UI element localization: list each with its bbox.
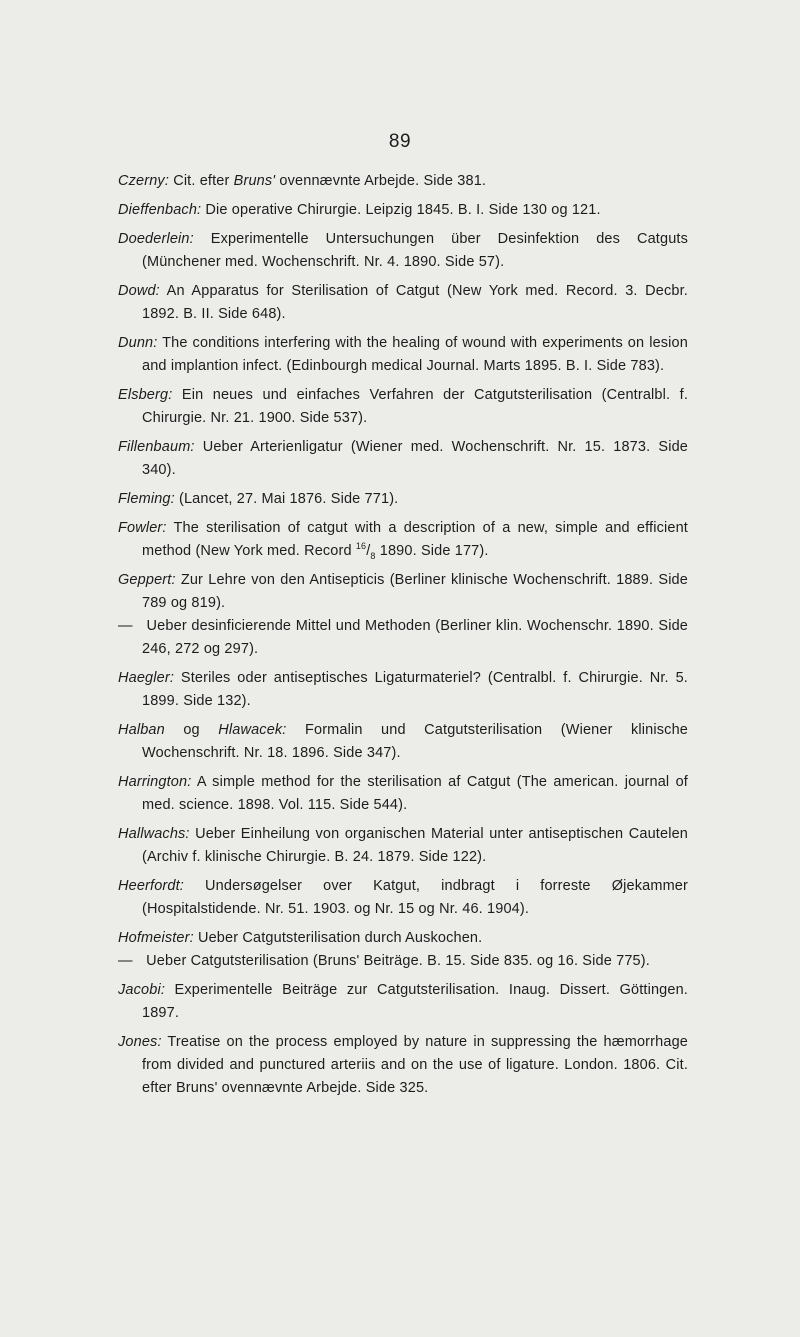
reference-entry: [118, 875, 688, 921]
reference-text: Formalin und Catgutsterilisation (Wiener klinische Wochenschrift. Nr. 18. 1896. Side 347).: [142, 722, 688, 761]
reference-text: Die operative Chirurgie. Leipzig 1845. B. I. Side 130 og 121.: [201, 202, 601, 218]
author-name: Hlawacek:: [218, 722, 287, 738]
reference-text: Steriles oder antiseptisches Ligaturmateriel? (Centralbl. f. Chirurgie. Nr. 5. 1899. Side 132).: [142, 670, 688, 709]
reference-text: 1890. Side 177).: [375, 543, 489, 559]
author-name: Dieffenbach:: [118, 202, 202, 218]
reference-entry: [118, 1031, 688, 1100]
reference-entry: Fowler: The sterilisation of catgut with a description of a new, simple and efficient method (New York med. Record $^{16}/_8$ 1890. Side 177).: [118, 520, 688, 561]
author-name: Bruns': [233, 173, 276, 189]
reference-text: Zur Lehre von den Antisepticis (Berliner klinische Wochenschrift. 1889. Side 789 og 819).: [142, 572, 688, 611]
author-name: Doederlein:: [118, 231, 194, 247]
author-name: Hallwachs:: [118, 826, 190, 842]
reference-text: Treatise on the process employed by nature in suppressing the hæmorrhage from divided and punctured arteriis and on the use of ligature. London. 1806. Cit. efter Bruns' ovennævnte Arbejde. Side 325.: [142, 1034, 688, 1096]
author-name: Heerfordt:: [118, 878, 184, 894]
reference-entry: [118, 332, 688, 378]
reference-text: The conditions interfering with the healing of wound with experiments on lesion and implantion infect. (Edinbourgh medical Journal. Marts 1895. B. I. Side 783).: [142, 335, 688, 374]
reference-entry: [118, 927, 688, 950]
reference-list: [118, 170, 688, 1106]
author-name: Harrington:: [118, 774, 192, 790]
reference-entry: [118, 771, 688, 817]
reference-text: An Apparatus for Sterilisation of Catgut (New York med. Record. 3. Decbr. 1892. B. II. Side 648).: [142, 283, 688, 322]
ditto-dash: —: [118, 953, 133, 969]
reference-entry: [118, 228, 688, 274]
reference-text: ovennævnte Arbejde. Side 381.: [275, 173, 487, 189]
reference-text: Ein neues und einfaches Verfahren der Catgutsterilisation (Centralbl. f. Chirurgie. Nr. 21. 1900. Side 537).: [142, 387, 688, 426]
page-number: 89: [388, 131, 412, 152]
author-name: Fleming:: [118, 491, 175, 507]
fraction-denominator: 8: [370, 550, 376, 561]
reference-text: Ueber Catgutsterilisation (Bruns' Beiträge. B. 15. Side 835. og 16. Side 775).: [142, 953, 650, 969]
reference-entry: [118, 436, 688, 482]
author-name: Halban: [118, 722, 165, 738]
reference-text: Cit. efter: [169, 173, 234, 189]
author-name: Czerny:: [118, 173, 170, 189]
reference-entry: [118, 667, 688, 713]
author-name: Hofmeister:: [118, 930, 194, 946]
reference-text: og: [164, 722, 219, 738]
reference-text: Ueber desinficierende Mittel und Methoden (Berliner klin. Wochenschr. 1890. Side 246, 272 og 297).: [142, 618, 688, 657]
author-name: Fillenbaum:: [118, 439, 195, 455]
reference-entry: [118, 823, 688, 869]
reference-entry: [118, 170, 688, 193]
reference-entry: [118, 384, 688, 430]
author-name: Dunn:: [118, 335, 158, 351]
reference-text: (Lancet, 27. Mai 1876. Side 771).: [174, 491, 399, 507]
reference-text: Ueber Arterienligatur (Wiener med. Wochenschrift. Nr. 15. 1873. Side 340).: [142, 439, 688, 478]
reference-entry: [118, 719, 688, 765]
reference-text: The sterilisation of catgut with a description of a new, simple and efficient method (New York med. Record: [142, 520, 688, 559]
author-name: Jacobi:: [118, 982, 165, 998]
reference-entry: [118, 488, 688, 511]
reference-text: Experimentelle Untersuchungen über Desinfektion des Catguts (Münchener med. Wochenschrift. Nr. 4. 1890. Side 57).: [142, 231, 688, 270]
author-name: Jones:: [118, 1034, 162, 1050]
reference-text: A simple method for the sterilisation af Catgut (The american. journal of med. science. 1898. Vol. 115. Side 544).: [142, 774, 688, 813]
author-name: Elsberg:: [118, 387, 173, 403]
reference-entry-continuation: [118, 950, 688, 973]
reference-text: Undersøgelser over Katgut, indbragt i forreste Øjekammer (Hospitalstidende. Nr. 51. 1903. og Nr. 15 og Nr. 46. 1904).: [142, 878, 688, 917]
reference-entry: [118, 199, 688, 222]
author-name: Haegler:: [118, 670, 175, 686]
reference-text: Ueber Einheilung von organischen Material unter antiseptischen Cautelen (Archiv f. klinische Chirurgie. B. 24. 1879. Side 122).: [142, 826, 688, 865]
ditto-dash: —: [118, 618, 133, 634]
author-name: Dowd:: [118, 283, 160, 299]
reference-text: Experimentelle Beiträge zur Catgutsterilisation. Inaug. Dissert. Göttingen. 1897.: [142, 982, 688, 1021]
reference-entry: [118, 280, 688, 326]
reference-entry-continuation: [118, 615, 688, 661]
author-name: Geppert:: [118, 572, 176, 588]
reference-entry: [118, 979, 688, 1025]
reference-entry: [118, 569, 688, 615]
author-name: Fowler:: [118, 520, 167, 536]
reference-text: Ueber Catgutsterilisation durch Auskochen.: [193, 930, 483, 946]
fraction-numerator: 16: [355, 541, 367, 552]
